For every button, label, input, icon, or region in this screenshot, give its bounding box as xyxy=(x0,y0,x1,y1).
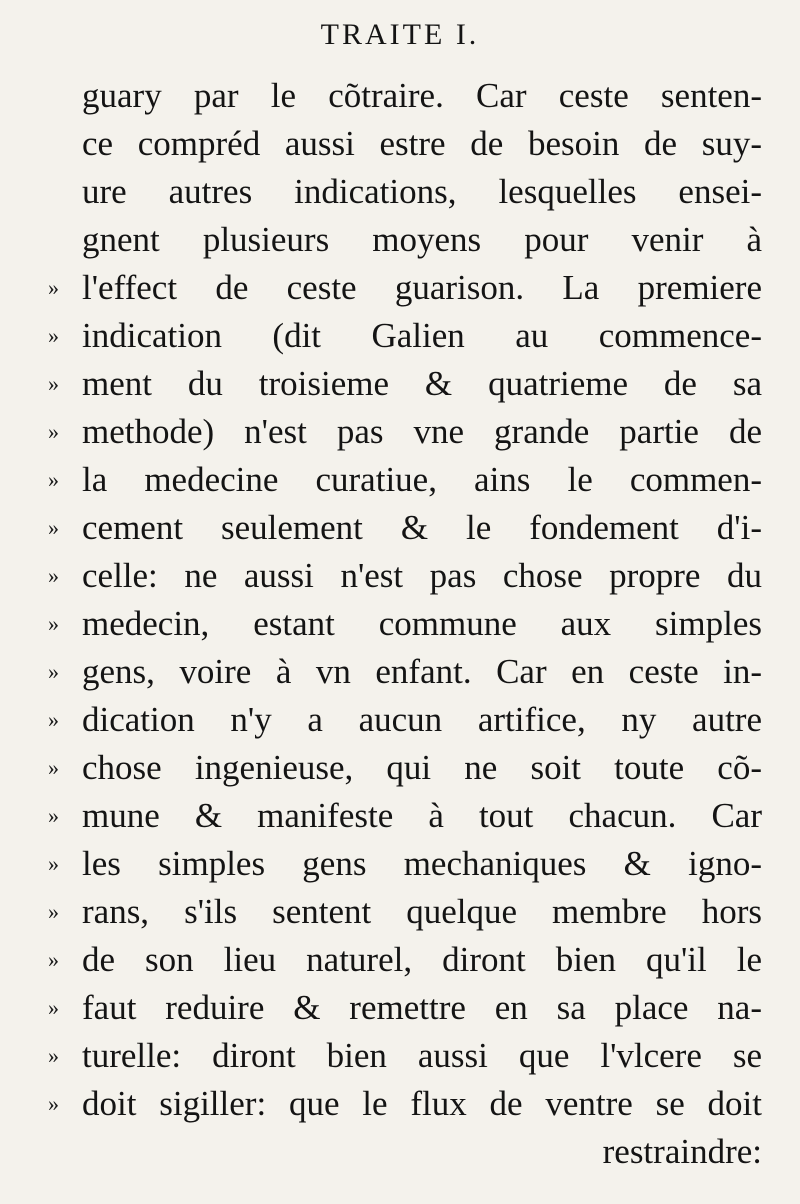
quote-mark: » xyxy=(48,371,59,396)
text-line xyxy=(82,72,762,120)
line-text: turelle: diront bien aussi que l'vlcere se xyxy=(82,1036,762,1075)
text-line xyxy=(48,360,762,408)
line-text: doit sigiller: que le flux de ventre se doit xyxy=(82,1084,762,1123)
line-text: l'effect de ceste guarison. La premiere xyxy=(82,268,762,307)
line-text: rans, s'ils sentent quelque membre hors xyxy=(82,892,762,931)
line-text: faut reduire & remettre en sa place na- xyxy=(82,988,762,1027)
line-text: celle: ne aussi n'est pas chose propre du xyxy=(82,556,762,595)
quote-mark: » xyxy=(48,803,59,828)
text-block xyxy=(48,72,762,1176)
text-line xyxy=(82,168,762,216)
text-line xyxy=(48,648,762,696)
line-text: medecin, estant commune aux simples xyxy=(82,604,762,643)
line-text: methode) n'est pas vne grande partie de xyxy=(82,412,762,451)
text-line xyxy=(48,792,762,840)
quote-mark: » xyxy=(48,851,59,876)
text-line xyxy=(48,936,762,984)
text-line xyxy=(82,120,762,168)
quote-mark: » xyxy=(48,1043,59,1068)
text-line xyxy=(82,216,762,264)
line-text: chose ingenieuse, qui ne soit toute cõ- xyxy=(82,748,762,787)
quote-mark: » xyxy=(48,995,59,1020)
line-text: dication n'y a aucun artifice, ny autre xyxy=(82,700,762,739)
catchword-line xyxy=(82,1128,762,1176)
text-line xyxy=(48,312,762,360)
quote-mark: » xyxy=(48,1091,59,1116)
line-text: ce compréd aussi estre de besoin de suy- xyxy=(82,124,762,163)
quote-mark: » xyxy=(48,947,59,972)
text-line xyxy=(48,744,762,792)
text-line xyxy=(48,1080,762,1128)
quote-mark: » xyxy=(48,563,59,588)
line-text: la medecine curatiue, ains le commen- xyxy=(82,460,762,499)
text-line xyxy=(48,456,762,504)
quote-mark: » xyxy=(48,611,59,636)
text-line xyxy=(48,888,762,936)
line-text: ure autres indications, lesquelles ensei- xyxy=(82,172,762,211)
quote-mark: » xyxy=(48,659,59,684)
quote-mark: » xyxy=(48,707,59,732)
line-text: de son lieu naturel, diront bien qu'il le xyxy=(82,940,762,979)
quote-mark: » xyxy=(48,899,59,924)
line-text: indication (dit Galien au commence- xyxy=(82,316,762,355)
quote-mark: » xyxy=(48,515,59,540)
text-line xyxy=(48,696,762,744)
text-line xyxy=(48,840,762,888)
line-text: mune & manifeste à tout chacun. Car xyxy=(82,796,762,835)
quote-mark: » xyxy=(48,419,59,444)
quote-mark: » xyxy=(48,467,59,492)
quote-mark: » xyxy=(48,755,59,780)
line-text: les simples gens mechaniques & igno- xyxy=(82,844,762,883)
text-line xyxy=(48,600,762,648)
quote-mark: » xyxy=(48,323,59,348)
text-line xyxy=(48,408,762,456)
text-line xyxy=(48,1032,762,1080)
text-line xyxy=(48,264,762,312)
line-text: cement seulement & le fondement d'i- xyxy=(82,508,762,547)
quote-mark: » xyxy=(48,275,59,300)
line-text: ment du troisieme & quatrieme de sa xyxy=(82,364,762,403)
text-line xyxy=(48,984,762,1032)
text-line xyxy=(48,504,762,552)
running-head: TRAITE I. xyxy=(320,18,480,51)
line-text: gens, voire à vn enfant. Car en ceste in- xyxy=(82,652,762,691)
line-text: guary par le cõtraire. Car ceste senten- xyxy=(82,76,762,115)
line-text: gnent plusieurs moyens pour venir à xyxy=(82,220,762,259)
catchword: restraindre: xyxy=(602,1132,762,1171)
text-line xyxy=(48,552,762,600)
